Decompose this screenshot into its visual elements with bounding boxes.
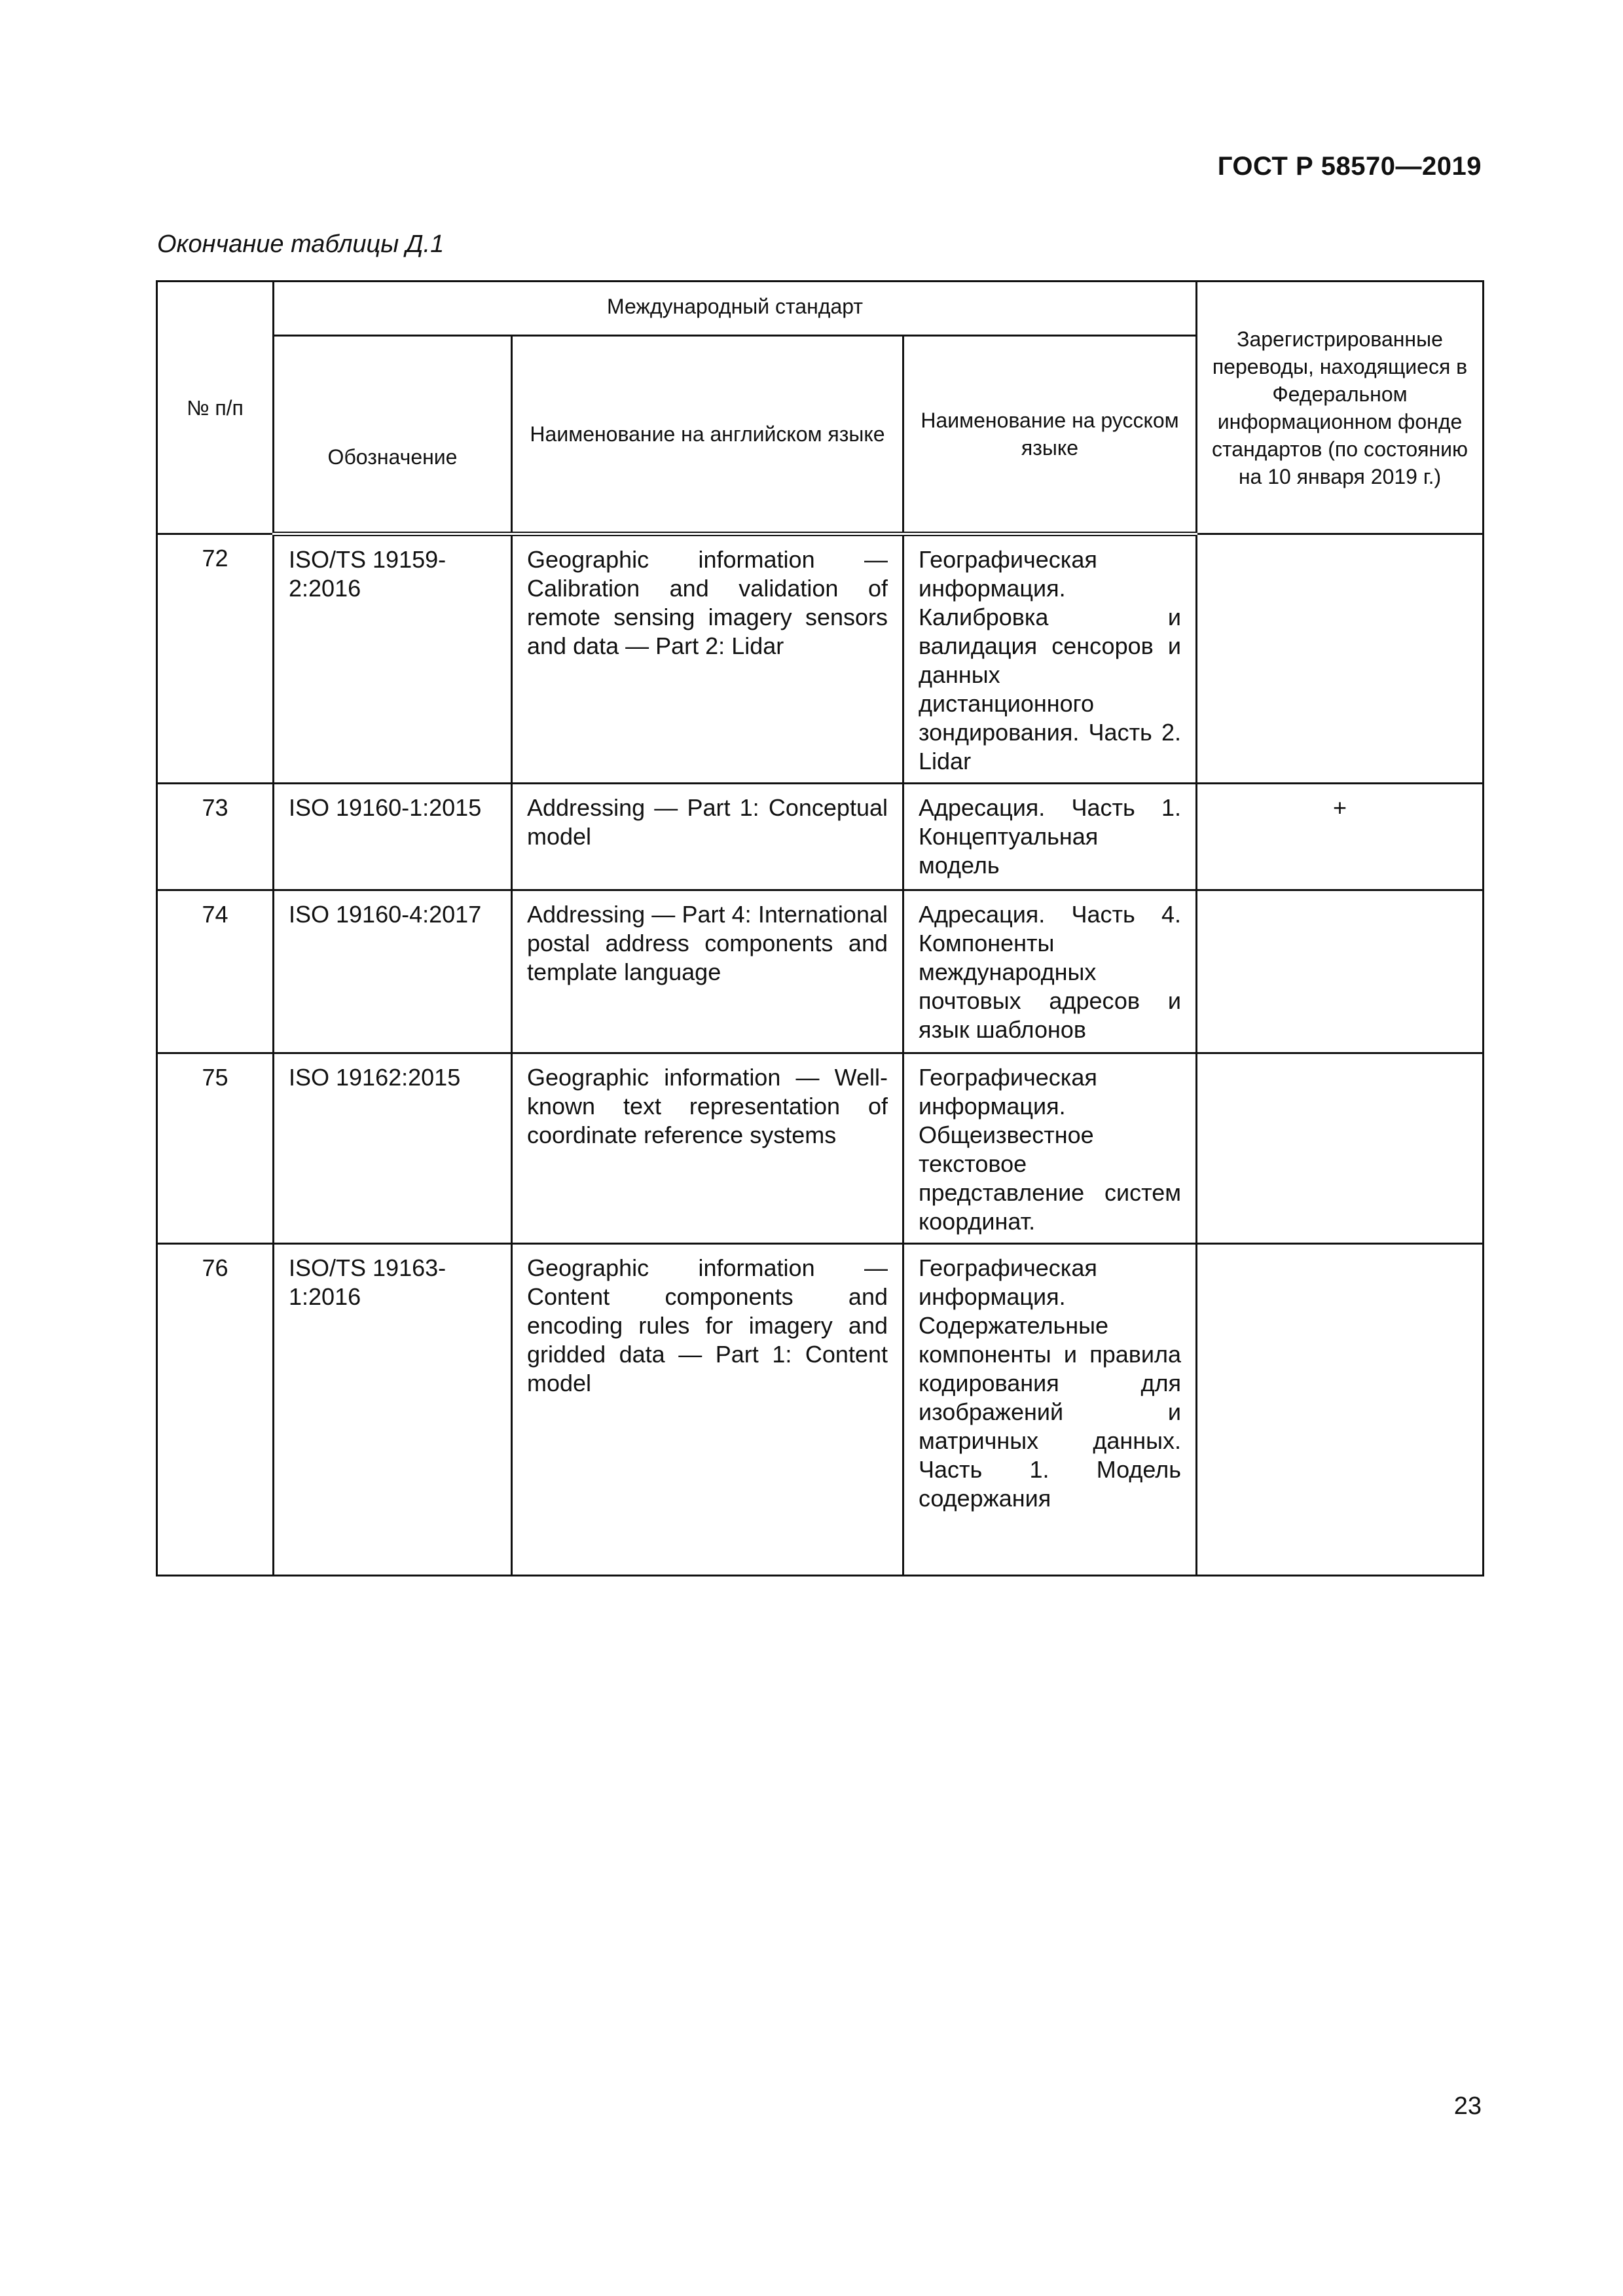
row-number: 75 bbox=[157, 1053, 274, 1244]
row-designation: ISO/TS 19159-2:2016 bbox=[274, 534, 512, 784]
row-registered-mark bbox=[1197, 1053, 1484, 1244]
table-row bbox=[157, 890, 1484, 1053]
row-name-english: Geographic information — Calibration and validation of remote sensing imagery sensors and data — Part 2: Lidar bbox=[512, 534, 903, 784]
row-number: 72 bbox=[157, 534, 274, 784]
header-designation: Обозначение bbox=[274, 336, 512, 534]
table-row bbox=[157, 1053, 1484, 1244]
table-caption: Окончание таблицы Д.1 bbox=[157, 230, 445, 258]
header-name-russian: Наименование на русском языке bbox=[903, 336, 1197, 534]
table-row bbox=[157, 784, 1484, 890]
row-name-english: Geographic information — Content components and encoding rules for imagery and gridded data — Part 1: Content model bbox=[512, 1244, 903, 1576]
row-designation: ISO 19160-4:2017 bbox=[274, 890, 512, 1053]
row-number: 76 bbox=[157, 1244, 274, 1576]
standards-table bbox=[156, 280, 1484, 1576]
page-number: 23 bbox=[1453, 2092, 1482, 2120]
row-registered-mark bbox=[1197, 534, 1484, 784]
row-name-russian: Адресация. Часть 4. Компоненты международных почтовых адресов и язык шаблонов bbox=[903, 890, 1197, 1053]
table-row bbox=[157, 1244, 1484, 1576]
row-designation: ISO 19160-1:2015 bbox=[274, 784, 512, 890]
document-code: ГОСТ Р 58570—2019 bbox=[1217, 152, 1482, 181]
table-row bbox=[157, 534, 1484, 784]
header-name-english: Наименование на английском языке bbox=[512, 336, 903, 534]
row-registered-mark bbox=[1197, 890, 1484, 1053]
row-name-russian: Географическая информация. Калибровка и валидация сенсоров и данных дистанционного зондирования. Часть 2. Lidar bbox=[903, 534, 1197, 784]
row-number: 74 bbox=[157, 890, 274, 1053]
row-name-english: Addressing — Part 4: International postal address components and template language bbox=[512, 890, 903, 1053]
header-number: № п/п bbox=[157, 282, 274, 534]
row-name-russian: Географическая информация. Содержательные компоненты и правила кодирования для изображений и матричных данных. Часть 1. Модель содержания bbox=[903, 1244, 1197, 1576]
row-designation: ISO 19162:2015 bbox=[274, 1053, 512, 1244]
row-number: 73 bbox=[157, 784, 274, 890]
row-registered-mark bbox=[1197, 1244, 1484, 1576]
row-name-russian: Географическая информация. Общеизвестное текстовое представление систем координат. bbox=[903, 1053, 1197, 1244]
row-name-english: Addressing — Part 1: Conceptual model bbox=[512, 784, 903, 890]
header-registered-translations: Зарегистрированные переводы, находящиеся в Федеральном информационном фонде стандартов (по состоянию на 10 января 2019 г.) bbox=[1197, 282, 1484, 534]
row-name-english: Geographic information — Well-known text representation of coordinate reference systems bbox=[512, 1053, 903, 1244]
row-registered-mark: + bbox=[1197, 784, 1484, 890]
header-international-standard: Международный стандарт bbox=[274, 282, 1197, 336]
row-designation: ISO/TS 19163-1:2016 bbox=[274, 1244, 512, 1576]
row-name-russian: Адресация. Часть 1. Концептуальная модель bbox=[903, 784, 1197, 890]
